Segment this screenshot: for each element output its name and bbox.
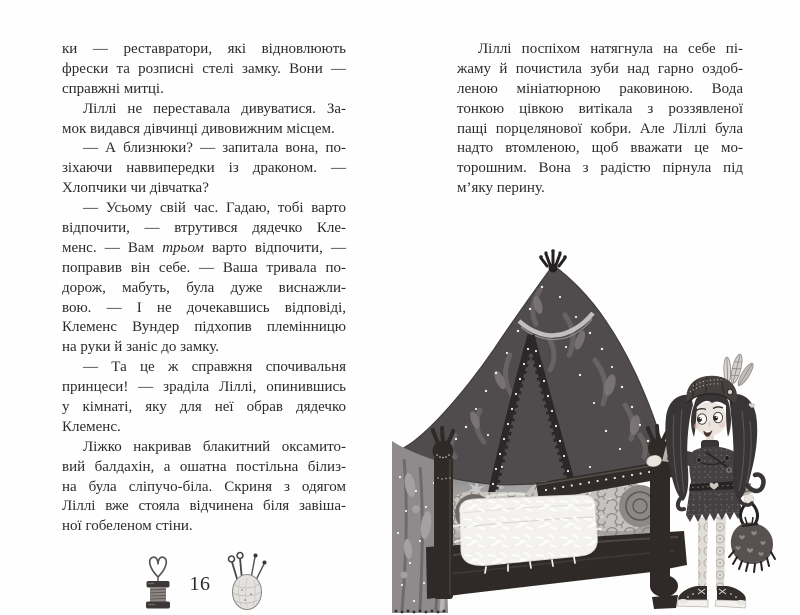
page-number: 16 — [189, 573, 211, 595]
text-line: зіхаючи наввипередки із драконом. — — [62, 160, 346, 177]
text-line: Ліллі не переставала дивуватися. За- — [83, 100, 346, 117]
text-line: Хлопчики чи дівчатка? — [62, 180, 209, 197]
text-line: жаму й почистила зуби над гарно оздоб- — [457, 60, 743, 77]
text-line: принцеси! — зраділа Ліллі, опинившись — [62, 379, 346, 396]
text-line: дорож, мабуть, була дуже виснажли- — [62, 279, 346, 296]
text-line: Ліллі поспіхом натягнула на себе пі- — [478, 41, 743, 57]
pincushion-icon — [225, 549, 269, 611]
text-line: ки — реставратори, які відновлюють — [62, 41, 346, 57]
thread-spool-icon — [140, 551, 176, 611]
text-line: вий балдахін, а ошатна постільна білиз- — [62, 458, 346, 475]
text-line: леною мініатюрною раковиною. Вода — [457, 80, 743, 97]
text-line: Клеменс Вундер підхопив племінницю — [62, 319, 346, 336]
text-line: — Усьому свій час. Гадаю, тобі варто — [83, 200, 346, 217]
girl-sneakers — [677, 586, 746, 608]
paragraph — [62, 139, 346, 199]
text-line: Ліжко накривав блакитний оксамито- — [83, 438, 346, 455]
left-page-footer — [62, 541, 346, 611]
paragraph — [62, 358, 346, 438]
text-line: поправив він себе. — Ваша тривала по- — [62, 259, 346, 276]
right-page-text — [457, 40, 743, 199]
text-line: вою. — І не дочекавшись відповіді, — [62, 299, 346, 316]
text-line: — А близнюки? — запитала вона, по- — [83, 140, 346, 157]
text-line: справжні митці. — [62, 80, 164, 97]
text-line: пащі порцелянової кобри. Але Ліллі була — [457, 120, 743, 137]
text-line: Ліллі вже стояла відчинена біля завіша- — [62, 498, 346, 515]
text-line: відпочити, — втрутився дядечко Кле- — [62, 220, 346, 237]
text-line: тонкою цівкою витікала з роззявленої — [457, 100, 743, 117]
paragraph — [62, 100, 346, 140]
paragraph — [62, 40, 346, 100]
paragraph — [457, 40, 743, 199]
text-line: у кімнаті, яку для неї обрав дядечко — [62, 399, 346, 416]
text-line: надто втомленою, щоб вважати це мо- — [457, 140, 743, 157]
text-line: мок видався дівчинці дивовижним місцем. — [62, 120, 335, 137]
paragraph — [62, 438, 346, 537]
hat-jewel — [727, 389, 732, 394]
text-line: — Та це ж справжня спочивальня — [83, 359, 346, 376]
bed-post-left — [431, 426, 455, 599]
girl-legs — [698, 516, 726, 591]
text-line: торошним. Вона з радістю пірнула під — [457, 160, 743, 177]
text-line: ної гобеленом стіни. — [62, 518, 193, 535]
text-line: Клеменс. — [62, 418, 121, 435]
text-line: м’яку перину. — [457, 180, 545, 197]
text-line: менс. — Вам трьом варто відпочити, — — [62, 239, 346, 256]
canopy-finial — [539, 249, 567, 272]
bedroom-illustration — [390, 245, 800, 615]
text-line: фрески та розписні стелі замку. Вони — — [62, 60, 346, 77]
paragraph — [62, 199, 346, 358]
text-line: на була сліпучо-біла. Скриня з одягом — [62, 478, 346, 495]
text-line: на руки й заніс до замку. — [62, 339, 220, 356]
left-page-text — [62, 40, 346, 537]
